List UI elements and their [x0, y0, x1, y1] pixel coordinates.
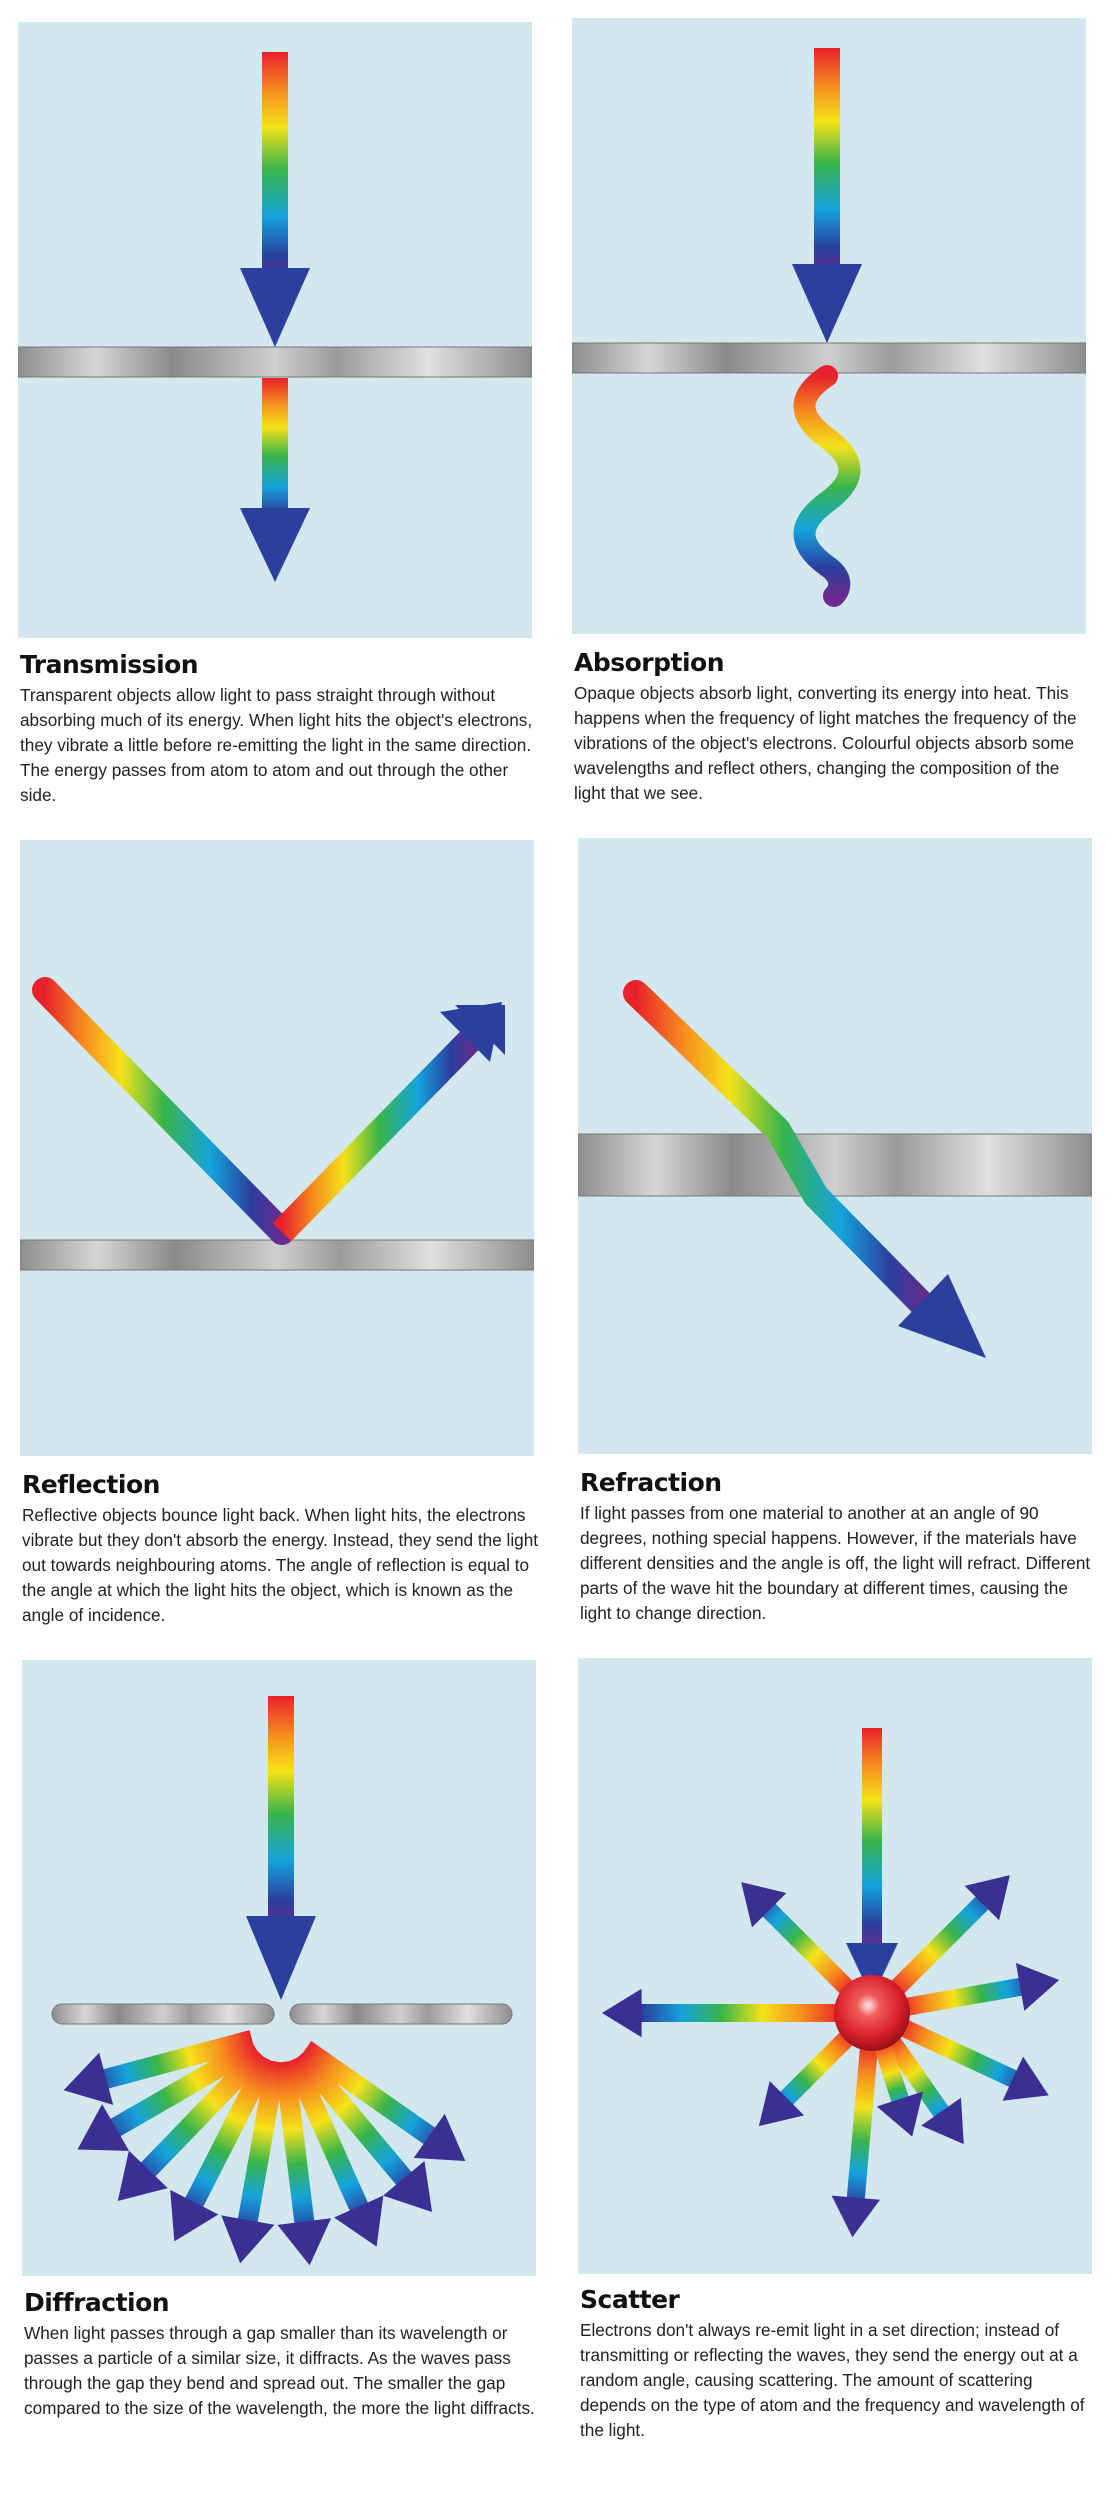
- incident-ray: [246, 1696, 316, 2000]
- scatter-svg: [578, 1658, 1092, 2274]
- reflected-ray: [282, 1002, 505, 1232]
- scattered-ray: [602, 1989, 842, 2038]
- diffraction-caption: [24, 2288, 544, 2421]
- section-text: When light passes through a gap smaller than its wavelength or passes a particle of a similar size, it diffracts. As the waves pass through the gap they bend and spread out. The smaller the gap compared to the size of the wavelength, the more the light diffracts.: [24, 2323, 535, 2418]
- incident-ray: [792, 48, 862, 343]
- barrier-right: [290, 2004, 512, 2024]
- scatter-diagram: [578, 1658, 1092, 2274]
- incident-ray: [240, 52, 310, 347]
- section-title: Scatter: [580, 2285, 680, 2314]
- section-title: Reflection: [22, 1470, 160, 1499]
- barrier-left: [52, 2004, 274, 2024]
- refraction-barrier: [578, 1134, 1092, 1196]
- section-text: Transparent objects allow light to pass straight through without absorbing much of its energy. When light hits the object's electrons, they vibrate a little before re-emitting the light in the same direction. The energy passes from atom to atom and out through the other side.: [20, 685, 533, 805]
- scattered-ray: [832, 2043, 880, 2237]
- section-text: Electrons don't always re-emit light in a set direction; instead of transmitting or reflecting the waves, they send the energy out at a random angle, causing scattering. The amount of scattering depends on the type of atom and the frequency and wavelength of the light.: [580, 2320, 1085, 2440]
- transmission-caption: [20, 650, 540, 808]
- scattered-ray: [759, 2034, 851, 2126]
- scattered-ray: [741, 1882, 851, 1992]
- incident-ray: [45, 990, 282, 1232]
- diffraction-svg: [22, 1660, 536, 2276]
- reflection-diagram: [20, 840, 534, 1456]
- scattered-ray: [893, 1875, 1010, 1992]
- absorbed-wave: [805, 376, 850, 596]
- section-text: Reflective objects bounce light back. When light hits, the electrons vibrate but they don't absorb the energy. Instead, they send the light out towards neighbouring atoms. The angle of reflection is equal to the angle at which the light hits the object, which is known as the angle of incidence.: [22, 1505, 539, 1625]
- refraction-caption: [580, 1468, 1100, 1626]
- reflection-caption: [22, 1470, 542, 1628]
- section-text: Opaque objects absorb light, converting its energy into heat. This happens when the frequency of light matches the frequency of the vibrations of the object's electrons. Colourful objects absorb some wavelengths and reflect others, changing the composition of the light that we see.: [574, 683, 1077, 803]
- absorption-diagram: [572, 18, 1086, 634]
- transmission-svg: [18, 22, 532, 638]
- section-title: Absorption: [574, 648, 725, 677]
- absorption-caption: [574, 648, 1094, 806]
- section-title: Refraction: [580, 1468, 722, 1497]
- refraction-svg: [578, 838, 1092, 1454]
- section-title: Diffraction: [24, 2288, 170, 2317]
- incident-ray: [846, 1728, 898, 1998]
- transmitted-ray: [240, 378, 310, 582]
- section-title: Transmission: [20, 650, 199, 679]
- scatter-caption: [580, 2285, 1100, 2443]
- transmission-diagram: [18, 22, 532, 638]
- reflection-svg: [20, 840, 534, 1456]
- diffraction-diagram: [22, 1660, 536, 2276]
- reflection-barrier: [20, 1240, 534, 1270]
- refraction-diagram: [578, 838, 1092, 1454]
- absorption-svg: [572, 18, 1086, 634]
- section-text: If light passes from one material to another at an angle of 90 degrees, nothing special happens. However, if the materials have different densities and the angle is off, the light will refract. Different parts of the wave hit the boundary at different times, causing the light to change direction.: [580, 1503, 1091, 1623]
- electron-particle: [834, 1975, 910, 2051]
- transmission-barrier: [18, 347, 532, 377]
